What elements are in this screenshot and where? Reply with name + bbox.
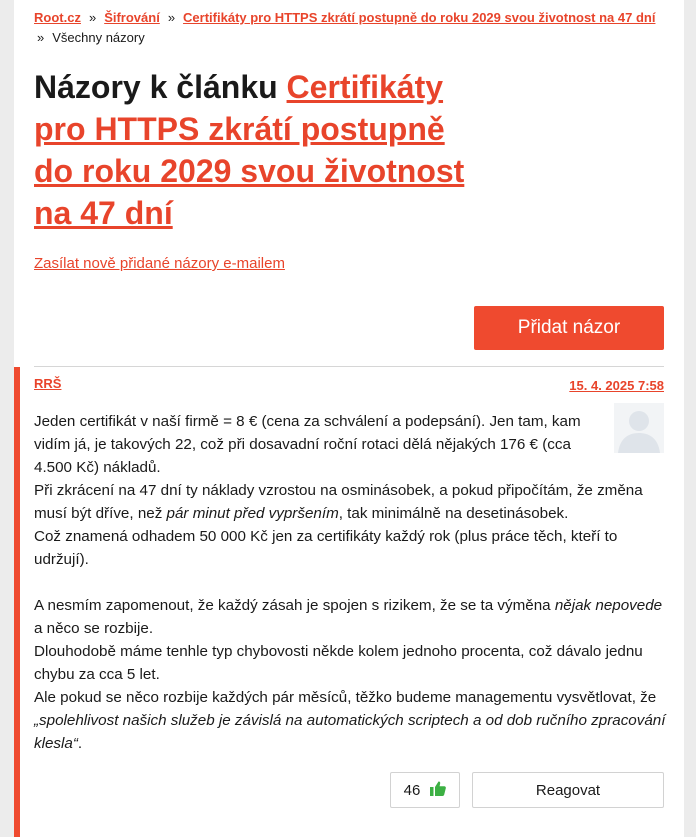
page [14,0,684,837]
breadcrumb-article[interactable]: Certifikáty pro HTTPS zkrátí postupně do roku 2029 svou životnost na 47 dní [183,10,656,25]
page-title-prefix: Názory k článku [34,69,278,105]
breadcrumb-current: Všechny názory [52,30,145,45]
breadcrumb [34,8,674,48]
comment-paragraph: Dlouhodobě máme tenhle typ chybovosti někde kolem jednoho procenta, což dávalo jednu chybu za cca 5 let. [34,643,643,683]
reply-button[interactable]: Reagovat [472,772,664,808]
comment-paragraph: Při zkrácení na 47 dní ty náklady vzrostou na osminásobek, a pokud připočítám, že změna musí být dříve, než pár minut před vypršením, tak minimálně na desetinásobek. [34,482,643,522]
breadcrumb-separator: » [88,10,97,25]
article-title-link[interactable]: Certifikáty pro HTTPS zkrátí postupně do roku 2029 svou životnost na 47 dní [34,69,465,231]
comment-author[interactable]: RRŠ [34,376,62,391]
divider [34,366,664,367]
add-comment-button[interactable]: Přidat názor [474,306,664,350]
breadcrumb-root[interactable]: Root.cz [34,10,81,25]
comment-paragraph: Jeden certifikát v naší firmě = 8 € (cena za schválení a podepsání). Jen tam, kam vidím já, je takových 22, což při dosavadní roční rotaci dělá nějakých 176 € (cca 4.500 Kč) nákladů. [34,413,581,476]
comment-emphasis: pár minut před vypršením [166,505,339,522]
comment-paragraph: Ale pokud se něco rozbije každých pár měsíců, těžko budeme managementu vysvětlovat, že „spolehlivost našich služeb je závislá na automatických scriptech a od dob ručního zpracování klesla“. [34,689,666,752]
comment-accent-bar [14,367,20,837]
comment-paragraph: A nesmím zapomenout, že každý zásah je spojen s rizikem, že se ta výměna nějak nepovede a něco se rozbije. [34,597,663,637]
page-title [34,66,474,234]
comment-date[interactable]: 15. 4. 2025 7:58 [569,378,664,393]
comment-body [34,410,666,755]
blank-line [34,571,666,594]
vote-button[interactable] [390,772,460,808]
comment-emphasis: „spolehlivost našich služeb je závislá na automatických scriptech a od dob ručního zpracování klesla“ [34,712,666,752]
subscribe-email-link[interactable]: Zasílat nově přidané názory e-mailem [34,255,285,272]
comment-emphasis: nějak nepovede [554,597,663,614]
comment-paragraph: Což znamená odhadem 50 000 Kč jen za certifikáty každý rok (plus práce těch, kteří to udržují). [34,528,618,568]
thumbs-up-icon [430,781,446,800]
breadcrumb-separator: » [37,30,45,45]
breadcrumb-category[interactable]: Šifrování [104,10,160,25]
breadcrumb-separator: » [167,10,176,25]
vote-count: 46 [403,781,421,799]
